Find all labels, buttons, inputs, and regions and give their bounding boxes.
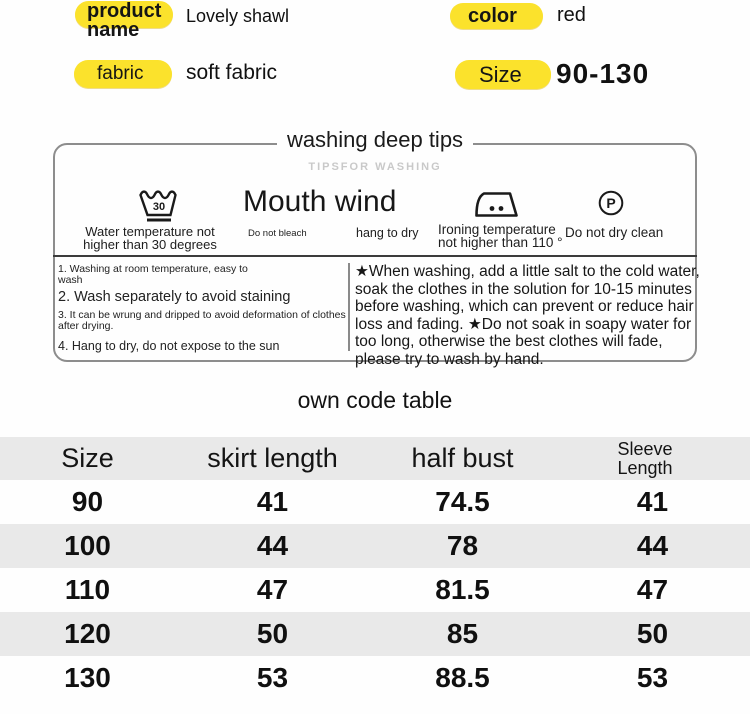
svg-text:P: P: [606, 195, 616, 211]
cell-skirt: 41: [256, 486, 289, 517]
column-header-sleeve-length: Sleeve Length: [617, 438, 673, 478]
cell-bust: 74.5: [435, 486, 490, 517]
product-name-value: Lovely shawl: [186, 6, 290, 26]
washing-note: ★When washing, add a little salt to the cold water, soak the clothes in the solution for 10-15 minutes before washing, which can prevent or reduce hair loss and fading. ★Do not soak in soapy water for too long, otherwise the best clothes will fade, please try to wash by hand.: [355, 263, 700, 368]
water-temp-caption: Water temperature not higher than 30 degrees: [83, 224, 217, 252]
color-value: red: [557, 4, 586, 26]
cell-skirt: 53: [256, 662, 289, 693]
table-row: [0, 524, 750, 568]
cell-bust: 85: [446, 618, 479, 649]
washing-tips-title: washing deep tips: [0, 127, 750, 153]
iron-icon: [474, 190, 519, 220]
cell-size: 100: [64, 530, 111, 561]
do-not-bleach-caption: Do not bleach: [248, 228, 307, 239]
horizontal-divider: [53, 255, 697, 257]
cell-bust: 81.5: [435, 574, 490, 605]
fabric-value: soft fabric: [186, 61, 278, 84]
cell-sleeve: 53: [636, 662, 669, 693]
column-header-skirt-length: skirt length: [207, 443, 338, 473]
ironing-temp-caption: Ironing temperature not higher than 110 °: [438, 222, 563, 250]
cell-size: 120: [64, 618, 111, 649]
table-row: [0, 656, 750, 700]
cell-size: 90: [71, 486, 104, 517]
cell-skirt: 44: [256, 530, 289, 561]
cell-sleeve: 47: [636, 574, 669, 605]
cell-sleeve: 41: [636, 486, 669, 517]
cell-bust: 88.5: [435, 662, 490, 693]
size-chart-title: own code table: [297, 387, 453, 413]
color-label: color: [468, 5, 517, 27]
size-label: Size: [479, 62, 522, 87]
size-value: 90-130: [556, 58, 650, 89]
do-not-dry-clean-icon: [598, 190, 624, 216]
column-header-half-bust: half bust: [411, 443, 514, 473]
hang-to-dry-caption: hang to dry: [356, 226, 419, 240]
column-header-size: Size: [61, 443, 114, 473]
cell-sleeve: 44: [636, 530, 669, 561]
washing-instruction-list: [58, 264, 346, 353]
dry-clean-caption: Do not dry clean: [565, 225, 664, 240]
vertical-divider: [348, 263, 350, 351]
table-row: [0, 568, 750, 612]
cell-size: 110: [64, 574, 111, 605]
cell-skirt: 47: [256, 574, 289, 605]
mouth-wind-text: Mouth wind: [243, 185, 397, 218]
size-chart-table: [0, 437, 750, 700]
cell-sleeve: 50: [636, 618, 669, 649]
cell-size: 130: [64, 662, 111, 693]
cell-bust: 78: [446, 530, 479, 561]
instruction-item: 1. Washing at room temperature, easy to wash: [58, 263, 248, 286]
product-name-label: product name: [87, 0, 162, 41]
washing-tips-subtitle: TIPSFOR WASHING: [308, 161, 442, 173]
instruction-item: 2. Wash separately to avoid staining: [58, 289, 291, 305]
wash-tub-30-icon: [138, 188, 180, 224]
cell-skirt: 50: [256, 618, 289, 649]
fabric-label: fabric: [97, 63, 144, 84]
instruction-item: 3. It can be wrung and dripped to avoid deformation of clothes after drying.: [58, 309, 346, 332]
svg-text:30: 30: [152, 201, 166, 213]
table-header-row: [0, 437, 750, 480]
instruction-item: 4. Hang to dry, do not expose to the sun: [58, 339, 280, 353]
table-row: [0, 612, 750, 656]
table-row: [0, 480, 750, 524]
